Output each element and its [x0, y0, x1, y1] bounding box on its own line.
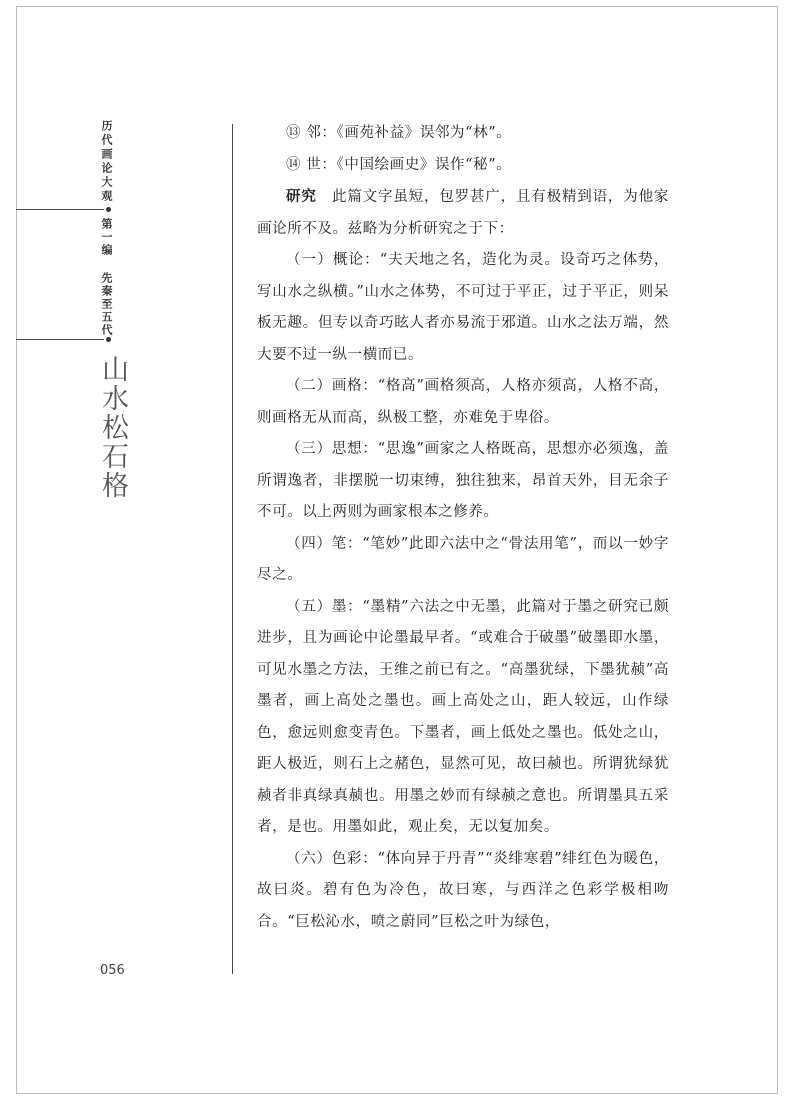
- chapter-title: 山水松石格: [97, 355, 128, 500]
- section-overview: （一）概论：“夫天地之名，造化为灵。设奇巧之体势，写山水之纵横。”山水之体势，不可过于平正，过于平正，则呆板无趣。但专以奇巧眩人者亦易流于邪道。山水之法万端，然大要不过一纵一横而已。: [257, 252, 669, 363]
- section-painting-quality: （二）画格：“格高”画格须高，人格亦须高，人格不高，则画格无从而高，纵极工整，亦难免于卑俗。: [257, 378, 669, 426]
- section-ink: （五）墨：“墨精”六法之中无墨，此篇对于墨之研究已颇进步，且为画论中论墨最早者。“或难合于破墨”破墨即水墨，可见水墨之方法，王维之前已有之。“高墨犹绿，下墨犹赪”高墨者，画上高处之墨也。画上高处之山，距人较远，山作绿色，愈远则愈变青色。下墨者，画上低处之墨也。低处之山，距人极近，则石上之赭色，显然可见，故曰赪也。所谓犹绿犹赪者非真绿真赪也。用墨之妙而有绿赪之意也。所谓墨具五采者，是也。用墨如此，观止矣，无以复加矣。: [257, 598, 669, 835]
- section-color: （六）色彩：“体向异于丹青”“炎绯寒碧”绯红色为暖色，故曰炎。碧有色为冷色，故曰寒，与西洋之色彩学极相吻合。“巨松沁水，喷之蔚同”巨松之叶为绿色，: [257, 850, 669, 930]
- part-title: 第一编 先秦至五代: [100, 218, 113, 337]
- sidebar-rule-bottom: [16, 339, 104, 340]
- main-text: [257, 118, 669, 938]
- sidebar-bullet-top: [106, 207, 111, 212]
- note-14: ⑭ 世：《中国绘画史》误作“秘”。: [286, 156, 512, 173]
- sidebar-divider-vertical: [232, 124, 233, 974]
- page-number: 056: [100, 963, 125, 978]
- sidebar-bullet-bottom: [106, 337, 111, 342]
- study-label: 研究: [286, 188, 317, 205]
- section-brush: （四）笔：“笔妙”此即六法中之“骨法用笔”，而以一妙字尽之。: [257, 535, 669, 583]
- section-thought: （三）思想：“思逸”画家之人格既高，思想亦必须逸，盖所谓逸者，非摆脱一切束缚，独往独来，昂首天外，目无余子不可。以上两则为画家根本之修养。: [257, 441, 669, 520]
- study-intro: 此篇文字虽短，包罗甚广，且有极精到语，为他家画论所不及。兹略为分析研究之于下：: [257, 189, 670, 237]
- study-paragraph: [257, 181, 669, 245]
- book-title: 历代画论大观: [100, 120, 113, 204]
- note-13: ⑬ 邻：《画苑补益》误邻为“林”。: [286, 125, 512, 141]
- sidebar-rule-top: [16, 209, 104, 210]
